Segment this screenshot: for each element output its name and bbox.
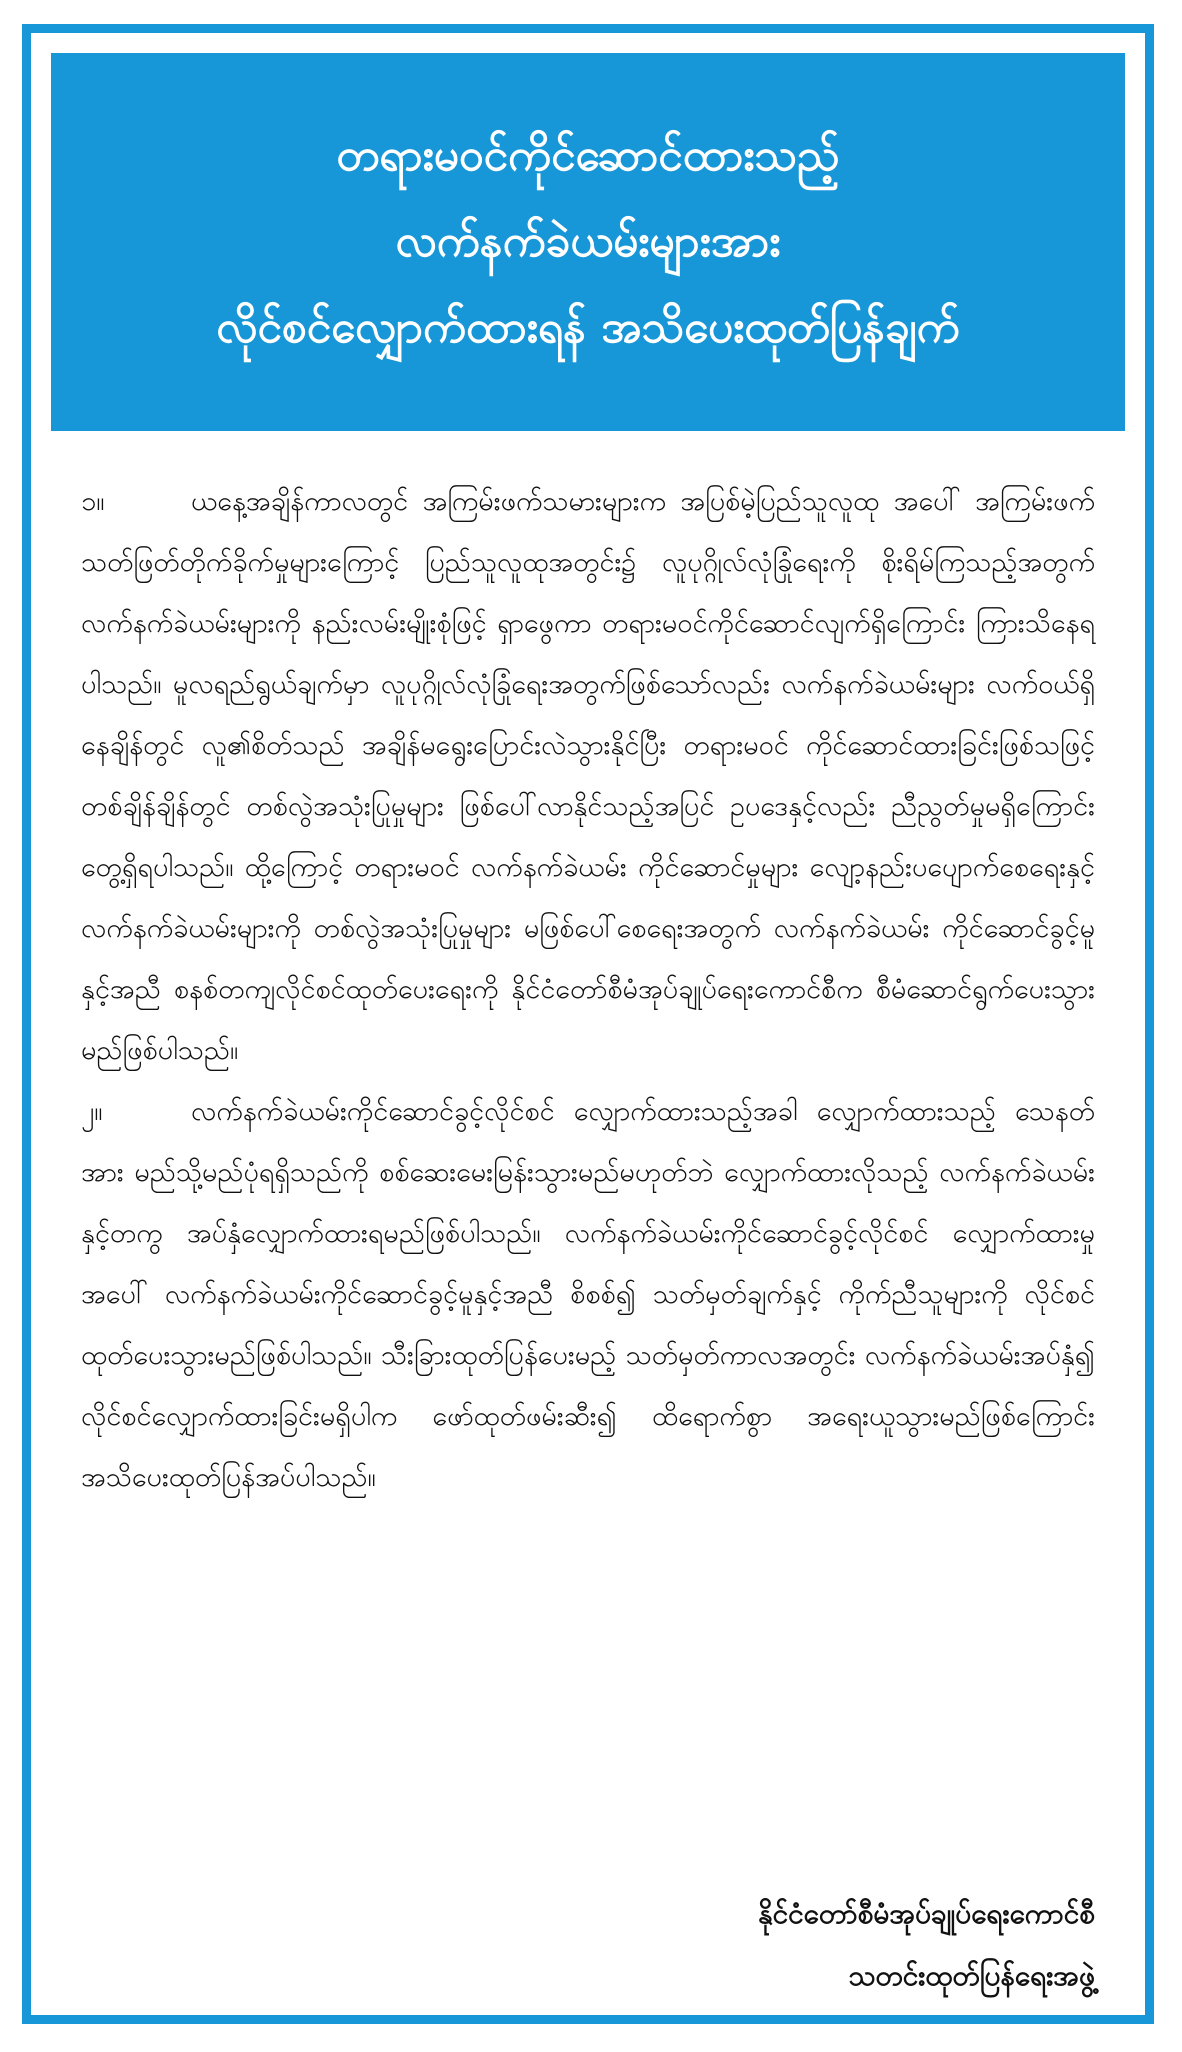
- paragraph-2: [81, 1081, 1095, 1508]
- paragraph-text: လက်နက်ခဲယမ်းကိုင်ဆောင်ခွင့်လိုင်စင် လျှောက်ထားသည့်အခါ လျှောက်ထားသည့် သေနတ်အား မည်သို့မည်ပုံရရှိသည်ကို စစ်ဆေးမေးမြန်းသွားမည်မဟုတ်ဘဲ လျှောက်ထားလိုသည့် လက်နက်ခဲယမ်းနှင့်တကွ အပ်နှံလျှောက်ထားရမည်ဖြစ်ပါသည်။ လက်နက်ခဲယမ်းကိုင်ဆောင်ခွင့်လိုင်စင် လျှောက်ထားမှုအပေါ် လက်နက်ခဲယမ်းကိုင်ဆောင်ခွင့်မူနှင့်အညီ စိစစ်၍ သတ်မှတ်ချက်နှင့် ကိုက်ညီသူများကို လိုင်စင်ထုတ်ပေးသွားမည်ဖြစ်ပါသည်။ သီးခြားထုတ်ပြန်ပေးမည့် သတ်မှတ်ကာလအတွင်း လက်နက်ခဲယမ်းအပ်နှံ၍ လိုင်စင်လျှောက်ထားခြင်းမရှိပါက ဖော်ထုတ်ဖမ်းဆီး၍ ထိရောက်စွာ အရေးယူသွားမည်ဖြစ်ကြောင်း အသိပေးထုတ်ပြန်အပ်ပါသည်။: [81, 1096, 1095, 1493]
- title-line-2: လက်နက်ခဲယမ်းများအား: [395, 216, 781, 267]
- title-line-1: တရားမဝင်ကိုင်ဆောင်ထားသည့်: [336, 130, 840, 181]
- title-line-3: လိုင်စင်လျှောက်ထားရန် အသိပေးထုတ်ပြန်ချက်: [216, 302, 960, 353]
- signature-department: သတင်းထုတ်ပြန်ရေးအဖွဲ့: [848, 1959, 1095, 1992]
- signature-block: [758, 1883, 1095, 2007]
- paragraph-1: [81, 471, 1095, 1081]
- signature-issuer: နိုင်ငံတော်စီမံအုပ်ချုပ်ရေးကောင်စီ: [758, 1897, 1095, 1930]
- paragraph-number: ၁။: [81, 486, 105, 517]
- paragraph-text: ယနေ့အချိန်ကာလတွင် အကြမ်းဖက်သမားများက အပြစ်မဲ့ပြည်သူလူထု အပေါ် အကြမ်းဖက်သတ်ဖြတ်တိုက်ခိုက်မှုများကြောင့် ပြည်သူလူထုအတွင်း၌ လူပုဂ္ဂိုလ်လုံခြုံရေးကို စိုးရိမ်ကြသည့်အတွက် လက်နက်ခဲယမ်းများကို နည်းလမ်းမျိုးစုံဖြင့် ရှာဖွေကာ တရားမဝင်ကိုင်ဆောင်လျက်ရှိကြောင်း ကြားသိနေရပါသည်။ မူလရည်ရွယ်ချက်မှာ လူပုဂ္ဂိုလ်လုံခြုံရေးအတွက်ဖြစ်သော်လည်း လက်နက်ခဲယမ်းများ လက်ဝယ်ရှိနေချိန်တွင် လူ၏စိတ်သည် အချိန်မရွေးပြောင်းလဲသွားနိုင်ပြီး တရားမဝင် ကိုင်ဆောင်ထားခြင်းဖြစ်သဖြင့် တစ်ချိန်ချိန်တွင် တစ်လွဲအသုံးပြုမှုများ ဖြစ်ပေါ်လာနိုင်သည့်အပြင် ဥပဒေနှင့်လည်း ညီညွတ်မှုမရှိကြောင်း တွေ့ရှိရပါသည်။ ထို့ကြောင့် တရားမဝင် လက်နက်ခဲယမ်း ကိုင်ဆောင်မှုများ လျော့နည်းပပျောက်စေရေးနှင့် လက်နက်ခဲယမ်းများကို တစ်လွဲအသုံးပြုမှုများ မဖြစ်ပေါ်စေရေးအတွက် လက်နက်ခဲယမ်း ကိုင်ဆောင်ခွင့်မူနှင့်အညီ စနစ်တကျလိုင်စင်ထုတ်ပေးရေးကို နိုင်ငံတော်စီမံအုပ်ချုပ်ရေးကောင်စီက စီမံဆောင်ရွက်ပေးသွားမည်ဖြစ်ပါသည်။: [81, 486, 1095, 1066]
- announcement-body: [81, 471, 1095, 1508]
- title-banner: [51, 53, 1125, 431]
- announcement-frame: [22, 24, 1154, 2024]
- paragraph-number: ၂။: [81, 1096, 103, 1127]
